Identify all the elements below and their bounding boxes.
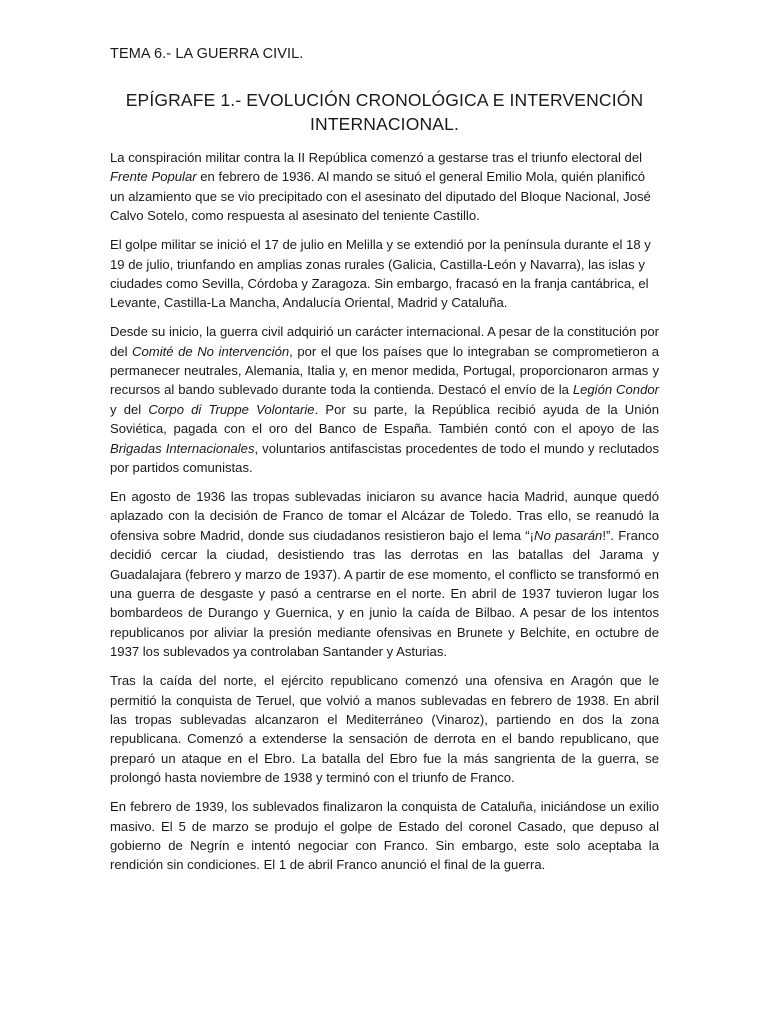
paragraph-3 (110, 322, 659, 477)
paragraph-1-text-b: en febrero de 1936. Al mando se situó el general Emilio Mola, quién planificó un alzamiento que se vio precipitado con el asesinato del diputado del Bloque Nacional, José Calvo Sotelo, como respuesta al asesinato del teniente Castillo. (110, 169, 651, 224)
paragraph-3-text-c: y del (110, 401, 149, 417)
paragraph-1-italic-frente-popular: Frente Popular (110, 169, 197, 185)
paragraph-3-italic-comite: Comité de No intervención (132, 343, 290, 359)
paragraph-1 (110, 148, 659, 226)
paragraph-2 (110, 235, 659, 313)
paragraph-4 (110, 487, 659, 662)
paragraph-3-text-e: , voluntarios antifascistas procedentes de todo el mundo y reclutados por partidos comunistas. (110, 440, 659, 476)
paragraph-3-italic-legion-condor: Legión Condor (572, 382, 659, 398)
document-page (110, 0, 659, 1024)
document-body (110, 148, 659, 884)
paragraph-5 (110, 671, 659, 787)
paragraph-3-text-d: . Por su parte, la República recibió ayuda de la Unión Soviética, pagada con el oro del Banco de España. También contó con el apoyo de las (110, 401, 659, 437)
paragraph-3-italic-brigadas: Brigadas Internacionales (110, 440, 255, 456)
paragraph-3-italic-corpo: Corpo di Truppe Volontarie (148, 401, 315, 417)
paragraph-3-text-b: , por el que los países que lo integraban se comprometieron a permanecer neutrales, Alemania, Italia y, en menor medida, Portugal, proporcionaron armas y recursos al bando sublevado durante toda la contienda. Destacó el envío de la (110, 343, 659, 398)
paragraph-4-text-b: !”. Franco decidió cercar la ciudad, desistiendo tras las derrotas en las batallas del Jarama y Guadalajara (febrero y marzo de 1937). A partir de ese momento, el conflicto se transformó en una guerra de desgaste y pasó a centrarse en el norte. En abril de 1937 tuvieron lugar los bombardeos de Durango y Guernica, y en junio la caída de Bilbao. A pesar de los intentos republicanos por aliviar la presión mediante ofensivas en Brunete y Belchite, en octubre de 1937 los sublevados ya controlaban Santander y Asturias. (110, 527, 659, 660)
topic-heading: TEMA 6.- LA GUERRA CIVIL. (110, 46, 304, 62)
paragraph-5-text: Tras la caída del norte, el ejército republicano comenzó una ofensiva en Aragón que le permitió la conquista de Teruel, que volvió a manos sublevadas en febrero de 1938. En abril las tropas sublevadas alcanzaron el Mediterráneo (Vinaroz), partiendo en dos la zona republicana. Comenzó a extenderse la sensación de derrota en el bando republicano, que preparó un ataque en el Ebro. La batalla del Ebro fue la más sangrienta de la guerra, se prolongó hasta noviembre de 1938 y terminó con el triunfo de Franco. (110, 673, 659, 786)
paragraph-2-text: El golpe militar se inició el 17 de julio en Melilla y se extendió por la península durante el 18 y 19 de julio, triunfando en amplias zonas rurales (Galicia, Castilla-León y Navarra), las islas y ciudades como Sevilla, Córdoba y Zaragoza. Sin embargo, fracasó en la franja cantábrica, el Levante, Castilla-La Mancha, Andalucía Oriental, Madrid y Cataluña. (110, 237, 651, 311)
paragraph-6-text: En febrero de 1939, los sublevados finalizaron la conquista de Cataluña, iniciándose un exilio masivo. El 5 de marzo se produjo el golpe de Estado del coronel Casado, que depuso al gobierno de Negrín e intentó negociar con Franco. Sin embargo, este solo aceptaba la rendición sin condiciones. El 1 de abril Franco anunció el final de la guerra. (110, 799, 659, 873)
paragraph-3-text-a: Desde su inicio, la guerra civil adquirió un carácter internacional. A pesar de la constitución por del (110, 324, 659, 359)
paragraph-4-italic-no-pasaran: No pasarán (534, 527, 603, 543)
paragraph-1-text-a: La conspiración militar contra la II República comenzó a gestarse tras el triunfo electoral del (110, 150, 643, 165)
paragraph-6 (110, 797, 659, 875)
paragraph-4-text-a: En agosto de 1936 las tropas sublevadas iniciaron su avance hacia Madrid, aunque quedó aplazado con la decisión de Franco de tomar el Alcázar de Toledo. Tras ello, se reanudó la ofensiva sobre Madrid, donde sus ciudadanos resistieron bajo el lema “¡ (110, 489, 659, 543)
section-title: EPÍGRAFE 1.- EVOLUCIÓN CRONOLÓGICA E INTERVENCIÓN INTERNACIONAL. (125, 90, 644, 134)
